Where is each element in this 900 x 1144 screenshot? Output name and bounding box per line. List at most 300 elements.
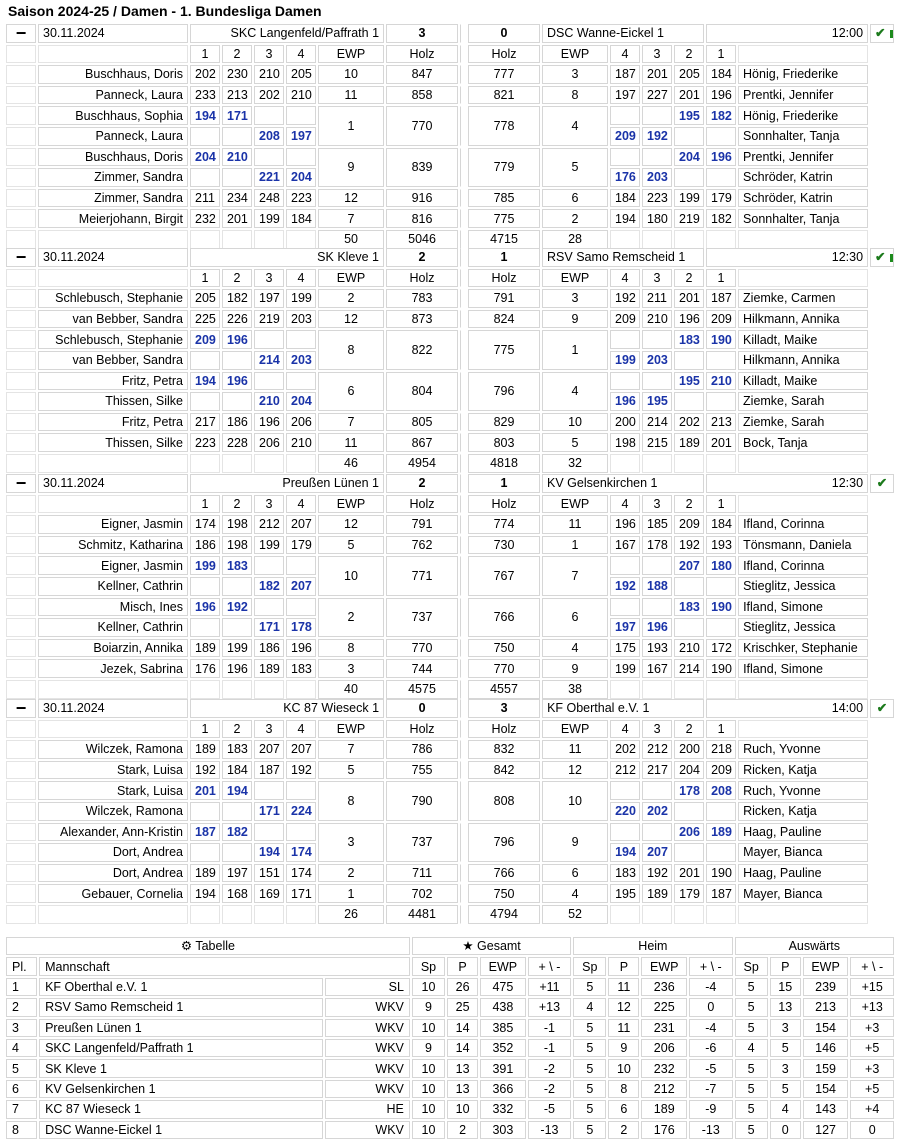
blank — [190, 905, 220, 924]
home-team-name: SK Kleve 1 — [190, 248, 384, 267]
score: 192 — [610, 577, 640, 596]
home-player-name: Panneck, Laura — [38, 86, 188, 105]
score: 189 — [674, 433, 704, 452]
home-ewp: 2 — [318, 289, 384, 308]
score: 202 — [610, 740, 640, 759]
separator — [460, 106, 466, 145]
column-header-row — [6, 269, 894, 288]
blank — [738, 495, 868, 514]
blank — [222, 454, 252, 473]
away-holz: 842 — [468, 761, 540, 780]
score: 212 — [642, 740, 672, 759]
blank — [674, 905, 704, 924]
away-ewp: 6 — [542, 598, 608, 637]
blank — [6, 168, 36, 187]
score: 190 — [706, 864, 736, 883]
col-header: EWP — [803, 957, 849, 975]
ewp: 303 — [480, 1121, 526, 1139]
score: 194 — [222, 781, 252, 800]
blank — [254, 905, 284, 924]
empty — [642, 598, 672, 617]
home-holz: 816 — [386, 209, 458, 228]
separator — [460, 454, 466, 473]
blank — [286, 680, 316, 699]
away-points: 0 — [770, 1121, 801, 1139]
collapse-toggle-button[interactable]: − — [6, 699, 36, 718]
home-ewp: 206 — [641, 1039, 687, 1057]
game-header: 3 — [642, 720, 672, 739]
score: 196 — [190, 598, 220, 617]
score: 203 — [286, 351, 316, 370]
col-header: Sp — [735, 957, 768, 975]
home-diff: -13 — [689, 1121, 733, 1139]
blank — [38, 45, 188, 64]
score: 233 — [190, 86, 220, 105]
separator — [460, 884, 466, 903]
score: 214 — [254, 351, 284, 370]
blank — [6, 454, 36, 473]
sum-row — [6, 680, 894, 699]
away-ewp: 6 — [542, 189, 608, 208]
check-icon: ✔ — [876, 476, 888, 491]
score: 226 — [222, 310, 252, 329]
score: 198 — [222, 536, 252, 555]
home-diff: -4 — [689, 1019, 733, 1037]
score: 202 — [674, 413, 704, 432]
away-holz: 824 — [468, 310, 540, 329]
score: 197 — [286, 127, 316, 146]
score: 196 — [610, 392, 640, 411]
home-player-name: Boiarzin, Annika — [38, 639, 188, 658]
player-row — [6, 310, 894, 329]
away-games: 4 — [735, 1039, 768, 1057]
empty — [254, 106, 284, 125]
score: 189 — [190, 639, 220, 658]
home-holz: 791 — [386, 515, 458, 534]
empty — [190, 802, 220, 821]
rank: 3 — [6, 1019, 37, 1037]
player-row — [6, 330, 894, 349]
away-ewp-total: 28 — [542, 230, 608, 249]
score: 190 — [706, 598, 736, 617]
home-player-name: Kellner, Cathrin — [38, 577, 188, 596]
away-ewp: 11 — [542, 740, 608, 759]
blank — [6, 639, 36, 658]
score: 200 — [610, 413, 640, 432]
points: 10 — [447, 1100, 478, 1118]
score: 183 — [222, 556, 252, 575]
empty — [222, 392, 252, 411]
score: 192 — [610, 289, 640, 308]
score: 204 — [286, 392, 316, 411]
away-ewp: 239 — [803, 978, 849, 996]
home-player-name: Eigner, Jasmin — [38, 556, 188, 575]
video-camera-icon[interactable] — [890, 30, 894, 38]
match-date: 30.11.2024 — [38, 24, 188, 43]
away-player-name: Prentki, Jennifer — [738, 86, 868, 105]
away-holz: 821 — [468, 86, 540, 105]
col-header: + \ - — [850, 957, 894, 975]
blank — [738, 905, 868, 924]
team-tag: SL — [325, 978, 410, 996]
home-player-name: Buschhaus, Doris — [38, 148, 188, 167]
away-ewp: 4 — [542, 639, 608, 658]
team-tag: WKV — [325, 998, 410, 1016]
away-holz: 750 — [468, 884, 540, 903]
home-games: 5 — [573, 1059, 606, 1077]
blank — [6, 802, 36, 821]
away-player-name: Ruch, Yvonne — [738, 781, 868, 800]
away-ewp: 1 — [542, 536, 608, 555]
home-player-name: Buschhaus, Doris — [38, 65, 188, 84]
away-points: 3 — [770, 1019, 801, 1037]
team-name[interactable]: SKC Langenfeld/Paffrath 1 — [39, 1039, 323, 1057]
standings-title-label: Tabelle — [195, 939, 235, 954]
ewp-header: EWP — [318, 45, 384, 64]
home-player-name: Fritz, Petra — [38, 372, 188, 391]
blank — [6, 618, 36, 637]
away-diff: 0 — [850, 1121, 894, 1139]
away-holz: 829 — [468, 413, 540, 432]
empty — [674, 843, 704, 862]
score: 215 — [642, 433, 672, 452]
empty — [610, 106, 640, 125]
away-player-name: Ziemke, Carmen — [738, 289, 868, 308]
home-player-name: Misch, Ines — [38, 598, 188, 617]
score: 172 — [706, 639, 736, 658]
score: 224 — [286, 802, 316, 821]
blank — [38, 454, 188, 473]
game-header: 2 — [674, 45, 704, 64]
ewp-header: EWP — [542, 269, 608, 288]
empty — [190, 392, 220, 411]
score: 198 — [222, 515, 252, 534]
home-ewp: 12 — [318, 189, 384, 208]
blank — [6, 330, 36, 349]
home-ewp: 11 — [318, 433, 384, 452]
away-ewp-total: 32 — [542, 454, 608, 473]
blank — [6, 864, 36, 883]
games: 10 — [412, 1100, 445, 1118]
empty — [706, 392, 736, 411]
separator — [460, 781, 466, 820]
game-header: 4 — [610, 45, 640, 64]
match-header — [6, 699, 894, 718]
rank: 8 — [6, 1121, 37, 1139]
blank — [222, 680, 252, 699]
score: 179 — [286, 536, 316, 555]
blank — [674, 680, 704, 699]
score: 248 — [254, 189, 284, 208]
away-player-name: Ruch, Yvonne — [738, 740, 868, 759]
score: 197 — [222, 864, 252, 883]
away-ewp: 146 — [803, 1039, 849, 1057]
ewp: 438 — [480, 998, 526, 1016]
blank — [738, 680, 868, 699]
match-block — [4, 697, 896, 926]
empty — [706, 127, 736, 146]
points: 26 — [447, 978, 478, 996]
empty — [706, 168, 736, 187]
blank — [6, 148, 36, 167]
home-ewp: 1 — [318, 106, 384, 145]
score: 207 — [286, 577, 316, 596]
game-header: 2 — [674, 495, 704, 514]
home-player-name: Gebauer, Cornelia — [38, 884, 188, 903]
score: 196 — [286, 639, 316, 658]
game-header: 3 — [254, 45, 284, 64]
score: 196 — [610, 515, 640, 534]
score: 203 — [642, 168, 672, 187]
blank — [190, 680, 220, 699]
blank — [38, 905, 188, 924]
away-player-name: Hilkmann, Annika — [738, 351, 868, 370]
score: 196 — [674, 310, 704, 329]
home-diff: -9 — [689, 1100, 733, 1118]
away-games: 5 — [735, 1100, 768, 1118]
blank — [6, 843, 36, 862]
away-player-name: Mayer, Bianca — [738, 884, 868, 903]
empty — [610, 330, 640, 349]
score: 212 — [610, 761, 640, 780]
home-ewp-total: 40 — [318, 680, 384, 699]
games: 10 — [412, 1080, 445, 1098]
score: 192 — [222, 598, 252, 617]
away-holz: 774 — [468, 515, 540, 534]
standings-title — [6, 937, 410, 955]
home-holz: 783 — [386, 289, 458, 308]
score: 210 — [674, 639, 704, 658]
score: 223 — [642, 189, 672, 208]
away-points: 5 — [770, 1039, 801, 1057]
away-diff: +13 — [850, 998, 894, 1016]
empty — [222, 577, 252, 596]
player-row — [6, 86, 894, 105]
home-player-name: Meierjohann, Birgit — [38, 209, 188, 228]
score: 225 — [190, 310, 220, 329]
away-player-name: Sonnhalter, Tanja — [738, 127, 868, 146]
score: 182 — [706, 209, 736, 228]
empty — [674, 127, 704, 146]
away-player-name: Ifland, Simone — [738, 598, 868, 617]
home-holz: 711 — [386, 864, 458, 883]
rank: 4 — [6, 1039, 37, 1057]
blank — [6, 495, 36, 514]
collapse-toggle-button[interactable]: − — [6, 248, 36, 267]
score: 201 — [222, 209, 252, 228]
score: 209 — [190, 330, 220, 349]
score: 204 — [674, 761, 704, 780]
blank — [6, 45, 36, 64]
blank — [6, 209, 36, 228]
team-name[interactable]: KC 87 Wieseck 1 — [39, 1100, 323, 1118]
empty — [642, 781, 672, 800]
diff: -5 — [528, 1100, 572, 1118]
home-points: 12 — [608, 998, 639, 1016]
home-player-name: Kellner, Cathrin — [38, 618, 188, 637]
score: 169 — [254, 884, 284, 903]
score: 183 — [674, 330, 704, 349]
away-player-name: Stieglitz, Jessica — [738, 577, 868, 596]
away-diff: +4 — [850, 1100, 894, 1118]
score: 183 — [674, 598, 704, 617]
team-name[interactable]: SK Kleve 1 — [39, 1059, 323, 1077]
diff: -13 — [528, 1121, 572, 1139]
game-header: 4 — [286, 45, 316, 64]
team-name[interactable]: DSC Wanne-Eickel 1 — [39, 1121, 323, 1139]
empty — [286, 781, 316, 800]
away-player-name: Stieglitz, Jessica — [738, 618, 868, 637]
player-row — [6, 209, 894, 228]
blank — [254, 680, 284, 699]
away-games: 5 — [735, 1121, 768, 1139]
score: 210 — [254, 392, 284, 411]
home-player-name: Eigner, Jasmin — [38, 515, 188, 534]
separator — [460, 189, 466, 208]
home-points: 9 — [608, 1039, 639, 1057]
team-name[interactable]: RSV Samo Remscheid 1 — [39, 998, 323, 1016]
game-header: 2 — [222, 720, 252, 739]
away-ewp: 6 — [542, 864, 608, 883]
player-row — [6, 189, 894, 208]
score: 179 — [706, 189, 736, 208]
separator — [460, 65, 466, 84]
score: 220 — [610, 802, 640, 821]
video-camera-icon[interactable] — [890, 254, 894, 262]
blank — [6, 269, 36, 288]
score: 195 — [642, 392, 672, 411]
blank — [738, 269, 868, 288]
score: 186 — [190, 536, 220, 555]
team-tag: WKV — [325, 1039, 410, 1057]
away-holz: 808 — [468, 781, 540, 820]
separator — [460, 310, 466, 329]
away-player-name: Ifland, Corinna — [738, 556, 868, 575]
separator — [460, 209, 466, 228]
score: 180 — [706, 556, 736, 575]
game-header: 1 — [706, 720, 736, 739]
home-holz: 847 — [386, 65, 458, 84]
score: 219 — [254, 310, 284, 329]
score: 194 — [610, 209, 640, 228]
column-header-row — [6, 45, 894, 64]
home-ewp: 3 — [318, 823, 384, 862]
ewp-header: EWP — [318, 720, 384, 739]
score: 202 — [254, 86, 284, 105]
score: 210 — [254, 65, 284, 84]
player-row — [6, 781, 894, 800]
blank — [6, 433, 36, 452]
home-diff: 0 — [689, 998, 733, 1016]
away-player-name: Schröder, Katrin — [738, 168, 868, 187]
score: 194 — [190, 884, 220, 903]
page-title: Saison 2024-25 / Damen - 1. Bundesliga Damen — [8, 3, 322, 19]
home-player-name: Dort, Andrea — [38, 843, 188, 862]
blank — [6, 905, 36, 924]
score: 208 — [254, 127, 284, 146]
team-name[interactable]: KF Oberthal e.V. 1 — [39, 978, 323, 996]
blank — [6, 189, 36, 208]
score: 223 — [190, 433, 220, 452]
home-holz: 858 — [386, 86, 458, 105]
score: 210 — [286, 433, 316, 452]
score: 234 — [222, 189, 252, 208]
score: 219 — [674, 209, 704, 228]
home-player-name: Schlebusch, Stephanie — [38, 330, 188, 349]
away-ewp: 4 — [542, 106, 608, 145]
game-header: 1 — [190, 495, 220, 514]
empty — [190, 577, 220, 596]
empty — [254, 598, 284, 617]
blank — [642, 905, 672, 924]
score: 174 — [286, 843, 316, 862]
collapse-toggle-button[interactable]: − — [6, 474, 36, 493]
score: 189 — [190, 740, 220, 759]
away-player-name: Killadt, Maike — [738, 330, 868, 349]
match-block — [4, 22, 896, 251]
blank — [610, 905, 640, 924]
player-row — [6, 659, 894, 678]
team-name[interactable]: Preußen Lünen 1 — [39, 1019, 323, 1037]
blank — [738, 720, 868, 739]
away-holz-total: 4818 — [468, 454, 540, 473]
score: 196 — [642, 618, 672, 637]
home-team-name: Preußen Lünen 1 — [190, 474, 384, 493]
empty — [674, 577, 704, 596]
col-header: + \ - — [528, 957, 572, 975]
empty — [254, 823, 284, 842]
home-diff: -4 — [689, 978, 733, 996]
home-score: 2 — [386, 474, 458, 493]
empty — [642, 106, 672, 125]
blank — [706, 905, 736, 924]
blank — [190, 454, 220, 473]
player-row — [6, 740, 894, 759]
blank — [38, 495, 188, 514]
points: 13 — [447, 1059, 478, 1077]
blank — [6, 659, 36, 678]
home-player-name: Wilczek, Ramona — [38, 740, 188, 759]
score: 178 — [642, 536, 672, 555]
blank — [6, 372, 36, 391]
score: 212 — [254, 515, 284, 534]
empty — [254, 372, 284, 391]
home-holz: 770 — [386, 106, 458, 145]
separator — [460, 495, 466, 514]
rank: 1 — [6, 978, 37, 996]
diff: -2 — [528, 1080, 572, 1098]
away-holz: 750 — [468, 639, 540, 658]
team-name[interactable]: KV Gelsenkirchen 1 — [39, 1080, 323, 1098]
score: 203 — [642, 351, 672, 370]
status-icons — [870, 474, 894, 493]
collapse-toggle-button[interactable]: − — [6, 24, 36, 43]
game-header: 2 — [674, 269, 704, 288]
empty — [642, 823, 672, 842]
game-header: 4 — [610, 495, 640, 514]
status-icons — [870, 248, 894, 267]
empty — [706, 802, 736, 821]
empty — [706, 618, 736, 637]
away-holz: 803 — [468, 433, 540, 452]
game-header: 3 — [642, 495, 672, 514]
rank: 7 — [6, 1100, 37, 1118]
empty — [642, 148, 672, 167]
empty — [190, 843, 220, 862]
score: 210 — [286, 86, 316, 105]
status-icons — [870, 24, 894, 43]
separator — [460, 598, 466, 637]
